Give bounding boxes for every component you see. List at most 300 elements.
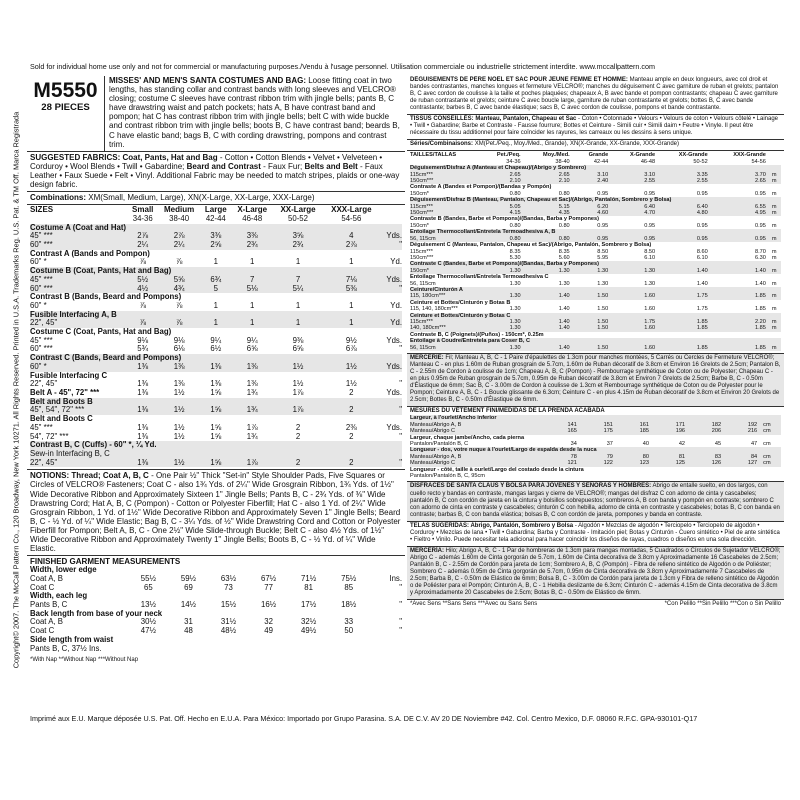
table-cell: 1 <box>349 300 354 310</box>
table-cell: 9⅛ <box>173 335 185 345</box>
table-cell: Yds. <box>386 335 402 345</box>
table-cell: 4.15 <box>482 210 527 216</box>
table-cell: m <box>772 172 781 178</box>
table-cell: 42-44 <box>593 158 609 165</box>
table-cell: 71½ <box>301 573 317 583</box>
table-cell: 5.05 <box>482 204 527 210</box>
table-cell: 9⅛ <box>137 335 149 345</box>
table-cell: 1⅜ <box>128 406 158 415</box>
table-cell: ⅞ <box>158 319 201 328</box>
table-cell: 1 <box>295 257 301 267</box>
table-cell: 165 <box>547 428 583 434</box>
table-cell: 1⅜ <box>210 379 222 389</box>
table-cell: 32½ <box>301 617 317 627</box>
table-cell: Yds. <box>380 276 402 285</box>
table-cell: Width, each leg <box>30 591 88 601</box>
table-cell: 47½ <box>140 626 156 636</box>
table-cell: 1.85 <box>714 345 772 351</box>
table-cell: 4.35 <box>527 210 576 216</box>
table-cell: 0.95 <box>644 190 656 197</box>
table-cell: 81 <box>304 582 313 592</box>
table-cell: 0.95 <box>644 222 656 229</box>
table-cell: 73 <box>224 582 233 592</box>
metric-footnotes: *Avec Sens **Sans Sens ***Avec ou Sans Sens *Con Pelillo **Sin Pelillo ***Con o Sin Pelillo <box>410 601 781 608</box>
table-cell: 115cm*** <box>410 172 482 178</box>
table-cell: 17½ <box>301 600 317 610</box>
table-cell: 60" * <box>30 257 47 267</box>
table-cell: 1.40 <box>527 325 576 331</box>
table-cell: 1.40 <box>527 345 576 351</box>
table-cell: Pantalon/Pantalón B, C <box>410 441 469 448</box>
table-cell: Manteau/Abrigo C <box>410 460 547 466</box>
table-cell: 1⅜ <box>128 363 158 372</box>
table-cell: 9¼ <box>210 335 222 345</box>
table-cell: 0.80 <box>558 222 570 229</box>
table-cell: 7 <box>273 276 323 285</box>
table-cell: 22", 45" <box>30 459 128 468</box>
table-cell: 2.10 <box>527 178 576 184</box>
table-cell: 56, 115cm <box>410 236 482 242</box>
table-cell: 5.95 <box>597 254 609 261</box>
table-cell: 8.50 <box>597 248 609 255</box>
table-cell: 14½ <box>180 600 197 610</box>
spanish-notions: MERCERÍA: Hilo; Abrigo A, B, C - 1 Par de hombreras de 1.3cm para mangas montadas, 5 Cuadrados o Círculos de Sujetador VELCRO®; Abrigo C - además 1.60m de Cinta gorgorán de 5.7cm, 1.60m de Cinta decorativa de 3.8cm y Aproximadamente 16 Cascabeles de 2.5cm; Pantalón B, C - 2.55m de Cordón para jareta de 1cm; Sombrero A, B, C (Pompón) - Fibra de relleno sintético de Algodón o de Poliéster; Sombrero C - además 0.95m de Cinta gorgorán de 5.7cm, 0.95m de Cinta decorativa de 3.8cm y Aproximadamente 7 Cascabeles de 2.5cm; Barba B, C - 0.50m de Elástico de 6mm; Bolsa B, C - 3.00m de Cordón para jareta de 1.3cm y Fibra de relleno sintético de Algodón o de Poliéster para el Pompón; Cinturón A, B, C - 1 Hebilla deslizante de 6.3cm; Cinturón C - además 4.15m de Cinta decorativa de 3.8cm y Aproximadamente 20 Cascabeles de 2.5cm; Botas B, C - 0.50m de Elástico de 6mm. <box>407 547 784 600</box>
table-cell: 60" *** <box>30 241 128 250</box>
table-cell: 65 <box>144 582 153 592</box>
table-cell: 37 <box>606 441 613 448</box>
table-row <box>410 345 781 351</box>
table-cell: 50-52 <box>288 213 308 223</box>
table-cell: 1.30 <box>576 268 615 274</box>
table-cell: Moy./Med. <box>543 152 570 159</box>
table-cell: 4.60 <box>576 210 615 216</box>
table-row <box>30 645 402 654</box>
table-cell: 1.60 <box>614 293 661 299</box>
table-cell: 78 <box>547 454 583 460</box>
table-cell: 6.55 <box>714 204 772 210</box>
table-cell: Belt and Boots C <box>30 414 93 424</box>
table-cell: Width, lower edge <box>30 565 97 575</box>
table-cell: m <box>771 254 777 261</box>
metric-finished-table <box>410 415 781 479</box>
table-cell: 46-48 <box>242 213 263 223</box>
table-cell: Contraste C (Bandes, Barbe et Pompons)/(Bandas, Barba y Pompones) <box>410 261 781 267</box>
table-cell: XX-Grande <box>678 152 708 159</box>
table-cell: cm <box>763 428 781 434</box>
table-cell: 13½ <box>140 600 156 610</box>
finished-table <box>30 566 402 653</box>
table-cell: Grande <box>588 152 609 159</box>
table-cell: 122 <box>583 460 619 466</box>
table-cell: 22", 45" <box>30 319 128 328</box>
table-cell: cm <box>763 422 781 428</box>
table-cell: 1½ <box>273 363 323 372</box>
table-cell: 1.50 <box>576 345 615 351</box>
table-cell: 206 <box>691 428 727 434</box>
table-cell: 1⅜ <box>137 431 149 441</box>
table-cell: ⅞ <box>139 300 146 310</box>
table-cell: 48½ <box>220 626 237 636</box>
table-cell: 1¾ <box>246 387 258 397</box>
table-cell: 45" *** <box>30 276 128 285</box>
notions: NOTIONS: Thread; Coat A, B, C - One Pair ½" Thick "Set-in" Style Shoulder Pads, Five Squares or Circles of VELCRO® Fasteners; Coat C - also 1¾ Yds. of 2¼" Wide Grosgrain Ribbon, 1¾ Yds. of 1½" Wide Decorative Ribbon and Approximately Sixteen 1" Jingle Bells; Pants B, C - 2¾ Yds. of ⅜" Wide Drawstring Cord; Hat A, B, C (Pompon) - Cotton or Polyester Fiberfill; Hat C - also 1 Yd. of 2¼" Wide Grosgrain Ribbon, 1 Yd. of 1½" Wide Decorative Ribbon and Approximately Seven 1" Jingle Bells; Beard B, C - ½ Yd. of ¼" Wide Elastic; Bag B, C - 3¼ Yds. of ½" Wide Drawstring Cord and Cotton or Polyester Fiberfill for Pompon; Belt A, B, C - One 2½" Wide Slide-through Buckle; Belt C - also 4½ Yds. of 1½" Wide Decorative Ribbon and Approximately Twenty 1" Jingle Bells; Boots B, C - ½ Yd. of ¼" Wide Elastic. <box>27 470 405 556</box>
table-cell: 8.35 <box>558 248 570 255</box>
import-notice: Imprimé aux E.U. Marque déposée U.S. Pat. Off. Hecho en E.U.A. Para México: Importado por Grupo Parasina. S.A. DE C.V. AV 20 DE Noviembre #42. Col. Centro Mexico, D.F. 08060 R.F.C. GPA-930101-Q17 <box>30 714 698 723</box>
table-cell: 42-44 <box>205 213 226 223</box>
table-cell: 1.40 <box>696 280 708 287</box>
table-cell: Entoilage Thermocollant/Entretela Termoadhesiva A, B <box>410 229 781 235</box>
table-cell: 1.30 <box>614 268 661 274</box>
table-cell: 1⅝ <box>200 406 231 415</box>
table-cell: 1.30 <box>509 280 521 287</box>
table-cell: 60" * <box>30 300 47 310</box>
table-cell: 161 <box>619 422 655 428</box>
table-cell: ⅞ <box>175 257 183 267</box>
nap-footnote: *With Nap **Without Nap ***Without Nap <box>30 657 139 664</box>
table-cell: 1.60 <box>644 306 656 313</box>
table-cell: Manteau/Abrigo C <box>410 428 547 434</box>
metric-measurements: MESURES DU VÊTEMENT FINI/MEDIDAS DE LA PRENDA ACABADA Largeur, à l'ourlet/Ancho inferior Manteau/Abrigo A, B 141 151 161 171 182 192 cm Manteau/Abrigo C 165 175 185 196 206 216 cm Largeur, chaque jambe/Ancho, cada pierna Pantalon/Pantalón B, C 34 37 40 42 45 47 cm Longueur - dos, votre nuque à l'ourlet/Largo de espalda desde la nuca Manteau/Abrigo A, B 78 79 80 81 83 84 cm Manteau/Abrigo C 121 122 123 125 126 127 cm Longueur - côté, taille à ourlet/Largo del costado desde la cintura Pantalon/Pantalón B, C, 95cm <box>407 407 784 482</box>
table-cell: Ceinture et Bottes/Cinturón y Botas B <box>410 299 511 306</box>
table-cell: 115cm*** <box>410 319 482 325</box>
table-cell: 1.85 <box>661 345 714 351</box>
table-cell: 1 <box>213 300 218 310</box>
table-cell: 33 <box>344 617 354 627</box>
pattern-title: MISSES' AND MEN'S SANTA COSTUMES AND BAG: <box>109 76 306 85</box>
table-cell: 1⅜ <box>158 363 201 372</box>
table-cell: 45 <box>714 441 722 448</box>
table-cell: 1.85 <box>714 293 772 299</box>
table-cell: Largeur, chaque jambe/Ancho, cada pierna <box>410 434 525 441</box>
table-cell: 1.85 <box>754 306 766 313</box>
table-cell: Déguisement/Disfraz A (Manteau et Chapeau)/(Abrigo y Sombrero) <box>410 165 781 171</box>
table-cell: 182 <box>691 422 727 428</box>
table-cell: 0.95 <box>754 222 766 229</box>
yardage-table <box>30 206 402 467</box>
table-cell: 3⅜ <box>231 232 273 241</box>
table-cell: 48 <box>184 626 193 636</box>
table-cell: 1.30 <box>558 280 570 287</box>
table-cell: 1.40 <box>661 268 714 274</box>
table-cell: 75½ <box>341 573 357 583</box>
table-cell: 77 <box>264 582 273 592</box>
french-fabrics: TISSUS CONSEILLÉS: Manteau, Pantalon, Chapeau et Sac - Coton • Cotonnade • Velours • Velours de coton • Velours côtelé • Lainage • Twill • Gabardine; Barbe et Contraste - Fausse fourrure; Bottes et Ceinture - Simili cuir • Simili daim • Feutre • Vinyle. Il peut être nécessaire du tissu additionnel pour faire coïncider les rayures, les carreaux ou les dessins à sens unique. <box>407 115 784 140</box>
table-cell: 2 <box>295 431 301 441</box>
table-cell <box>380 215 402 224</box>
table-cell: 1⅝ <box>210 431 222 441</box>
table-cell: Yd. <box>380 319 402 328</box>
table-cell: SIZES <box>30 205 54 215</box>
table-cell: 34-36 <box>506 158 521 165</box>
table-cell: 0.80 <box>527 236 576 242</box>
table-cell: m <box>771 280 777 287</box>
table-cell: 216 <box>727 428 763 434</box>
table-cell: 3.10 <box>576 172 615 178</box>
table-cell: Coat A, B <box>30 617 63 627</box>
table-cell: 1.30 <box>597 280 609 287</box>
table-cell: 6⅛ <box>173 344 185 354</box>
pattern-header <box>27 76 405 152</box>
table-cell: 1⅝ <box>200 459 231 468</box>
table-cell: 6.20 <box>576 204 615 210</box>
table-cell: 2¾ <box>273 241 323 250</box>
table-cell: 1½ <box>158 459 201 468</box>
table-cell: X-Large <box>237 205 268 215</box>
table-cell: TAILLES/TALLAS <box>410 152 457 159</box>
pieces-count: 28 PIECES <box>41 102 90 113</box>
combinations: Combinations: XM(Small, Medium, Large), XN(X-Large, XX-Large, XXX-Large) <box>27 192 405 205</box>
table-cell: 1 <box>200 319 231 328</box>
table-cell: 1 <box>273 319 323 328</box>
table-cell: 123 <box>619 460 655 466</box>
table-cell: 1½ <box>173 387 185 397</box>
table-cell: 40 <box>642 441 649 448</box>
table-cell: Contrast B, C (Cuffs) - 60" *, ¼ Yd. <box>30 441 402 450</box>
table-cell: 1.40 <box>754 280 766 287</box>
table-cell: Pants B, C <box>30 600 68 610</box>
table-cell: 4.95 <box>714 210 772 216</box>
table-cell: 2 <box>349 387 354 397</box>
table-cell: " <box>399 626 402 636</box>
table-cell: 38-40 <box>169 213 190 223</box>
table-cell: 1⅜ <box>246 379 258 389</box>
table-cell: 151 <box>583 422 619 428</box>
spanish-description: DISFRACES DE SANTA CLAUS Y BOLSA PARA JÓVENES Y SEÑORAS Y HOMBRES: Abrigo de entalle suelto, en dos largos, con cuello recto y bandas en contraste, mangas largas y cierre de VELCRO®; mangas del disfraz C con adorno de cinta y cascabeles; pantalón B, C con cordón de jareta en la cintura y bolsillos sobrepuestos; sombreros A, B con banda y pompón en contraste; sombrero C con adorno de cinta en contraste y cascabeles; cinturón C con hebilla, adorno de cinta en contraste y cascabeles; botas B, C con banda en contraste; barbas B, C con banda elástica; bolsas B, C con cordón de jareta, pompones y banda en contraste. <box>407 482 784 521</box>
table-cell: 2.20 <box>714 319 772 325</box>
table-cell: XXX-Grande <box>733 152 766 159</box>
table-cell: 1.30 <box>509 306 521 313</box>
table-cell: 1.75 <box>696 306 708 313</box>
table-cell: Medium <box>163 205 195 215</box>
table-cell: 2 <box>295 422 301 432</box>
table-cell: 115, 140, 180cm*** <box>410 306 458 313</box>
table-cell: 1.40 <box>714 268 772 274</box>
table-cell: " <box>380 241 402 250</box>
pattern-id-box <box>27 76 105 151</box>
table-cell: 0.95 <box>696 222 708 229</box>
table-cell: 2⅞ <box>158 232 201 241</box>
table-cell: Large <box>204 205 227 215</box>
table-cell: " <box>399 617 402 627</box>
table-cell: 185 <box>619 428 655 434</box>
table-cell: 6⅝ <box>292 344 304 354</box>
table-cell: 6.10 <box>696 254 708 261</box>
table-cell: 196 <box>655 428 691 434</box>
table-cell: 6½ <box>210 344 222 354</box>
table-cell: 56, 115cm <box>410 280 436 287</box>
table-cell: 175 <box>583 428 619 434</box>
table-cell: Contrast A (Bands and Pompon) <box>30 248 150 258</box>
table-cell: 1⅜ <box>200 363 231 372</box>
table-cell: 15½ <box>220 600 237 610</box>
table-cell: " <box>399 582 402 592</box>
table-cell: 0.80 <box>482 236 527 242</box>
table-cell: 0.80 <box>509 190 521 197</box>
table-cell: Ceinture/Cinturón A <box>410 287 781 293</box>
table-cell: 2 <box>323 459 380 468</box>
table-cell: 150cm* <box>410 190 429 197</box>
french-spanish-column <box>407 76 784 704</box>
table-cell: 4½ <box>128 285 158 294</box>
table-cell: 2.55 <box>614 178 661 184</box>
table-cell: Pantalon/Pantalón B, C, 95cm <box>410 473 485 480</box>
table-cell: 1⅞ <box>273 406 323 415</box>
table-cell: 3.70 <box>714 172 772 178</box>
table-cell: 1 <box>295 300 301 310</box>
table-cell: 0.95 <box>754 190 766 197</box>
table-cell: XXX-Large <box>331 205 372 215</box>
table-cell: 1.50 <box>576 325 615 331</box>
table-cell: " <box>399 431 402 441</box>
table-cell: 79 <box>583 454 619 460</box>
table-cell: 115cm*** <box>410 248 433 255</box>
table-cell: 16½ <box>260 600 277 610</box>
table-cell: X-Grande <box>629 152 656 159</box>
table-cell: 7 <box>231 276 273 285</box>
table-cell: m <box>772 319 781 325</box>
table-cell: 192 <box>727 422 763 428</box>
table-cell: 59½ <box>180 573 197 583</box>
table-cell: Fusible Interfacing C <box>30 370 108 380</box>
table-cell: Manteau/Abrigo A, B <box>410 454 547 460</box>
table-cell: Entoilage Thermocollant/Entretela Termoadhesiva C <box>410 274 549 281</box>
table-cell: 1.30 <box>482 325 527 331</box>
table-cell: 1 <box>250 300 255 310</box>
table-cell: 171 <box>655 422 691 428</box>
table-cell: 31 <box>184 617 193 627</box>
table-cell: 1.30 <box>527 268 576 274</box>
table-cell: Costume C (Coat, Pants, Hat and Bag) <box>30 327 172 337</box>
table-cell: 8.35 <box>509 248 521 255</box>
table-cell: Yds. <box>386 387 402 397</box>
table-cell: Pants B, C, 37½ Ins. <box>30 643 102 653</box>
table-cell: 1⅞ <box>292 387 304 397</box>
table-cell: m <box>772 210 781 216</box>
table-cell: 2⅝ <box>200 241 231 250</box>
table-cell: 1½ <box>173 422 185 432</box>
table-cell: 1⅝ <box>210 387 222 397</box>
table-cell: 1 <box>231 319 273 328</box>
table-cell: 2⅞ <box>323 241 380 250</box>
table-cell: 2.65 <box>527 172 576 178</box>
table-cell: ⅞ <box>175 300 183 310</box>
table-cell: 5¼ <box>273 285 323 294</box>
table-cell: 4.70 <box>614 210 661 216</box>
table-cell: Yds. <box>380 232 402 241</box>
table-cell: 1½ <box>292 379 304 389</box>
table-cell: 45" *** <box>30 335 53 345</box>
french-notions: MERCERIE: Fil; Manteau A, B, C - 1 Paire d'épaulettes de 1.3cm pour manches montées, 5 Carrés ou Cercles de Fermeture VELCRO®; Manteau C - en plus 1.60m de Ruban grosgrain de 5.7cm, 1.60m de Ruban décoratif de 3.8cm et Environ 16 Grelots de 2.5cm; Pantalon B, C - 2.55m de Cordon à coulisse de 1cm; Chapeau A, B, C (Pompon) - Rembourrage synthétique de Coton ou de Polyester; Chapeau C - en plus 0.95m de Ruban grosgrain de 5.7cm, 0.95m de Ruban décoratif de 3.8cm et Environ 7 Grelots de 2.5cm; Barbe B, C - 0.50m d'Élastique de 6mm; Sac B, C - 3.00m de Cordon à coulisse de 1.3cm et Rembourrage synthétique de Coton ou de Polyester pour le Pompon; Ceinture A, B, C - 1 Boucle glissante de 6.3cm; Ceinture C - en plus 4.15m de Ruban décoratif de 3.8cm et Environ 20 Grelots de 2.5cm; Bottes B, C - 0.50m d'Élastique de 6mm. <box>407 354 784 407</box>
table-cell: 6.30 <box>754 254 766 261</box>
table-cell: 60" *** <box>30 285 128 294</box>
table-cell: 150cm*** <box>410 210 482 216</box>
table-cell: Ins. <box>389 573 402 583</box>
table-cell: 121 <box>547 460 583 466</box>
table-cell: 8.60 <box>696 248 708 255</box>
table-cell: 2.40 <box>576 178 615 184</box>
table-cell: 0.95 <box>614 236 661 242</box>
table-cell: Contrast B (Bands, Beard and Pompons) <box>30 292 182 302</box>
english-column <box>27 76 405 704</box>
table-cell: 0.95 <box>597 222 609 229</box>
table-cell: 6¾ <box>200 276 231 285</box>
table-cell: 9¼ <box>246 335 258 345</box>
table-cell: 5.30 <box>509 254 521 261</box>
table-cell: m <box>771 222 777 229</box>
table-cell: Entoilage à Coudre/Entretela para Coser B, C <box>410 338 781 344</box>
table-cell: 140, 180cm*** <box>410 325 482 331</box>
table-cell: m <box>772 293 781 299</box>
pattern-description <box>105 76 405 151</box>
table-cell: Déguisement C (Manteau, Pantalon, Chapeau et Sac)/(Abrigo, Pantalón, Sombrero y Bolsa) <box>410 242 652 249</box>
metric-table <box>410 152 781 351</box>
table-cell: m <box>772 204 781 210</box>
pattern-description-text: Loose fitting coat in two lengths, has standing collar and contrast bands with long sleeves and VELCRO® closing; costume C sleeves have contrast ribbon trim with jingle bells; pants B, C have drawstring waist and patch pockets; hats A, B have contrast band and pompon; hat C has contrast ribbon trim with jingle bells; belt C with wide buckle and contrast ribbon trim with jingle bells; boots B, C have contrast band; beards B, C have elastic band; bags B, C with cording drawstring, pompons and contrast trim. <box>109 76 400 149</box>
table-cell: 1.30 <box>482 319 527 325</box>
finished-measurements <box>27 556 405 667</box>
table-cell: Manteau/Abrigo A, B <box>410 422 547 428</box>
suggested-fabrics: SUGGESTED FABRICS: Coat, Pants, Hat and Bag - Cotton • Cotton Blends • Velvet • Velveteen • Corduroy • Wool Blends • Twill • Gabardine; Beard and Contrast - Faux Fur; Belts and Belt - Faux Leather • Faux Suede • Felt • Vinyl. Additional Fabric may be needed to match stripes, plaids or one-way design fabric. <box>27 152 405 192</box>
table-cell: 4.80 <box>661 210 714 216</box>
table-cell: 2⅜ <box>345 422 357 432</box>
table-cell: 0.95 <box>696 190 708 197</box>
table-cell: 1.40 <box>527 293 576 299</box>
table-cell: 1.30 <box>482 293 527 299</box>
table-cell: 150cm* <box>410 222 429 229</box>
french-description: DÉGUISEMENTS DE PÈRE NOËL ET SAC POUR JEUNE FEMME ET HOMME: Manteau ample en deux longueurs, avec col droit et bandes contrastantes, manches longues et fermeture VELCRO®; manches du déguisement C avec garniture de ruban et grelots; pantalon B, C avec cordon de coulisse à la taille et poches plaquées; chapeaux A, B avec bande et pompon contrastants; chapeau C avec garniture de ruban contrastante et grelots; ceinture C avec boucle large, garniture de ruban contrastante et grelots; bottes B, C avec bande contrastante; barbes B, C avec bande élastique; sacs B, C avec cordon de coulisse, pompons et bande contrastante. <box>407 76 784 115</box>
table-cell: m <box>771 306 777 313</box>
table-cell: Contraste B (Bandes, Barbe et Pompons)/(Bandas, Barba y Pompones) <box>410 216 599 223</box>
table-cell: 47 <box>750 441 758 448</box>
table-row <box>410 473 781 479</box>
table-cell: 67½ <box>260 573 277 583</box>
table-cell: 83 <box>691 454 727 460</box>
table-cell: Side length from waist <box>30 634 114 644</box>
table-cell: Back length from base of your neck <box>30 608 163 618</box>
table-cell: 60" * <box>30 363 128 372</box>
table-cell: Contraste B, C (Poignets)/(Puños) - 150cm*, 0.25m <box>410 331 544 338</box>
table-cell: 1½ <box>173 431 185 441</box>
table-cell: Fusible Interfacing A, B <box>30 311 402 320</box>
table-cell: m <box>772 268 781 274</box>
table-cell: 6.40 <box>661 204 714 210</box>
table-cell: 1.60 <box>614 345 661 351</box>
table-cell: 1⅜ <box>137 379 149 389</box>
table-cell: 2.65 <box>482 172 527 178</box>
table-cell: Coat C <box>30 582 55 592</box>
spanish-fabrics: TELAS SUGERIDAS: Abrigo, Pantalón, Sombrero y Bolsa - Algodón • Mezclas de algodón • Terciopelo • Terciopelo de algodón • Corduroy • Mezclas de lana • Twill • Gabardina; Barba y Contraste - Imitación piel; Botas y Cinturón - Cuero sintético • Piel de ante sintética • Fieltro • Vinilo. Puede necesitar tela adicional para hacer coincidir los diseños de rayas, cuadros o diseños en una sola dirección. <box>407 522 784 547</box>
table-cell: 2.65 <box>714 178 772 184</box>
table-cell: cm <box>763 454 781 460</box>
table-cell: 5.15 <box>527 204 576 210</box>
table-cell: 1⅞ <box>231 459 273 468</box>
table-cell: 1 <box>323 319 380 328</box>
table-cell: 2 <box>349 431 354 441</box>
table-cell: 2¾ <box>231 241 273 250</box>
table-cell: Sew-in Interfacing B, C <box>30 450 402 459</box>
finished-title: FINISHED GARMENT MEASUREMENTS <box>30 557 181 567</box>
table-cell: Pet./Peq. <box>496 152 521 159</box>
table-cell: 1½ <box>345 379 357 389</box>
table-cell: 45" *** <box>30 232 128 241</box>
table-cell: 0.95 <box>576 236 615 242</box>
table-cell: 54-56 <box>751 158 766 165</box>
table-cell: Longueur - côté, taille à ourlet/Largo del costado desde la cintura <box>410 466 584 473</box>
table-cell: 34 <box>570 441 577 448</box>
table-cell: 1⅜ <box>128 459 158 468</box>
table-cell: 31½ <box>220 617 237 627</box>
table-cell: 1⅞ <box>246 422 258 432</box>
